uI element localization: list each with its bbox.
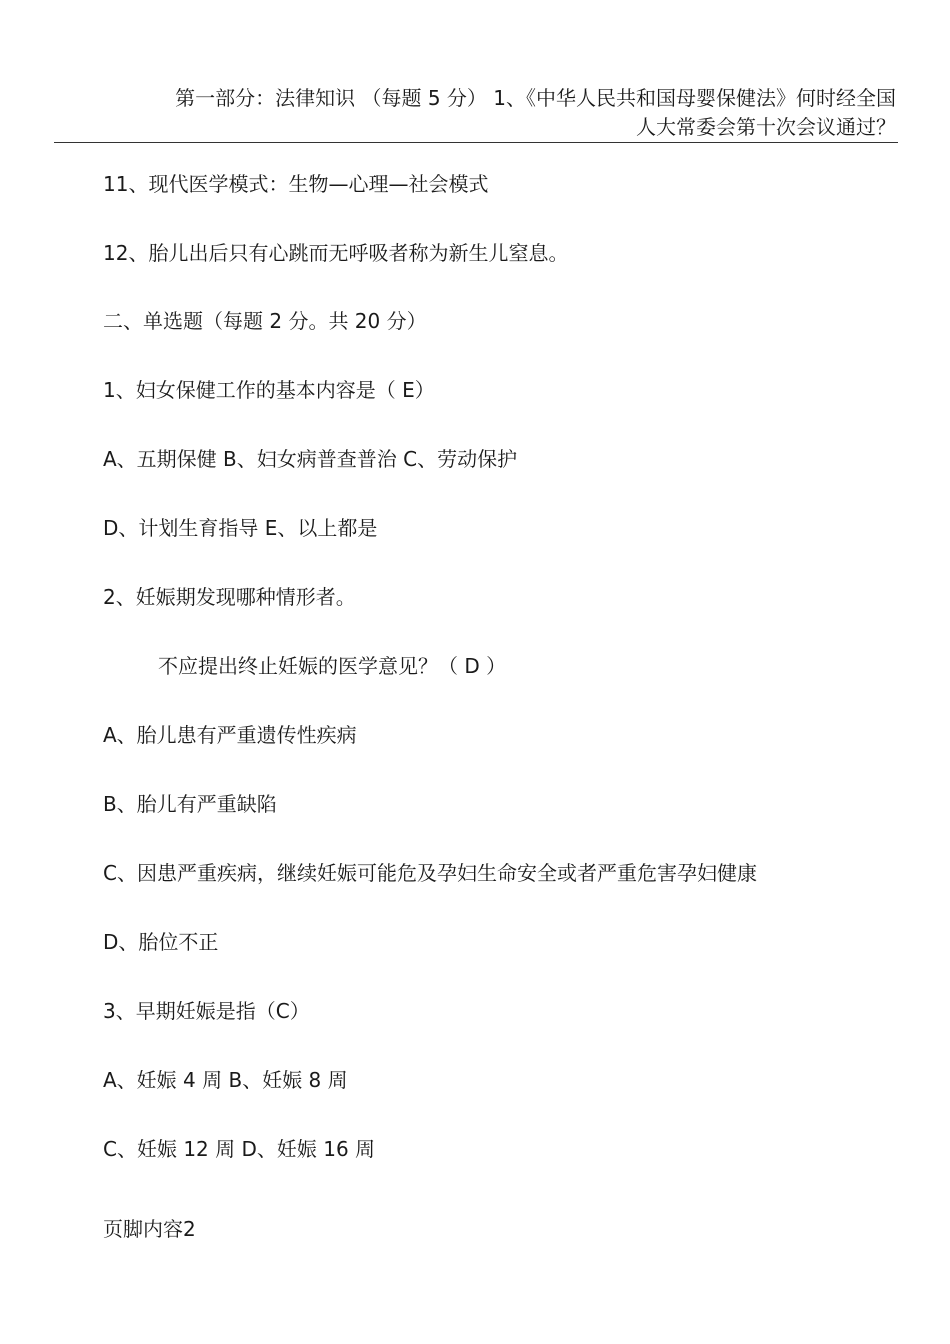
question-2-option-d: D、胎位不正 [103,930,219,954]
question-2: 2、妊娠期发现哪种情形者。 [103,585,356,609]
page-footer: 页脚内容2 [103,1217,196,1241]
question-1: 1、妇女保健工作的基本内容是（ E） [103,378,435,402]
question-2-continuation: 不应提出终止妊娠的医学意见？（ D ） [158,654,507,678]
question-1-options-de: D、计划生育指导 E、以上都是 [103,516,378,540]
section-heading-single-choice: 二、单选题（每题 2 分。共 20 分） [103,309,427,333]
question-2-option-a: A、胎儿患有严重遗传性疾病 [103,723,357,747]
question-3: 3、早期妊娠是指（C） [103,999,310,1023]
page-header: 第一部分：法律知识 （每题 5 分） 1、《中华人民共和国母婴保健法》何时经全国 人大常委会第十次会议通过？ [175,86,896,139]
text-line-modern-medical-model: 11、现代医学模式：生物—心理—社会模式 [103,172,489,196]
question-3-options-cd: C、妊娠 12 周 D、妊娠 16 周 [103,1137,376,1161]
question-3-options-ab: A、妊娠 4 周 B、妊娠 8 周 [103,1068,348,1092]
header-divider [54,142,898,143]
question-1-options-abc: A、五期保健 B、妇女病普查普治 C、劳动保护 [103,447,518,471]
question-2-option-c: C、因患严重疾病，继续妊娠可能危及孕妇生命安全或者严重危害孕妇健康 [103,861,757,885]
question-2-option-b: B、胎儿有严重缺陷 [103,792,277,816]
text-line-neonatal-asphyxia: 12、胎儿出后只有心跳而无呼吸者称为新生儿窒息。 [103,241,569,265]
